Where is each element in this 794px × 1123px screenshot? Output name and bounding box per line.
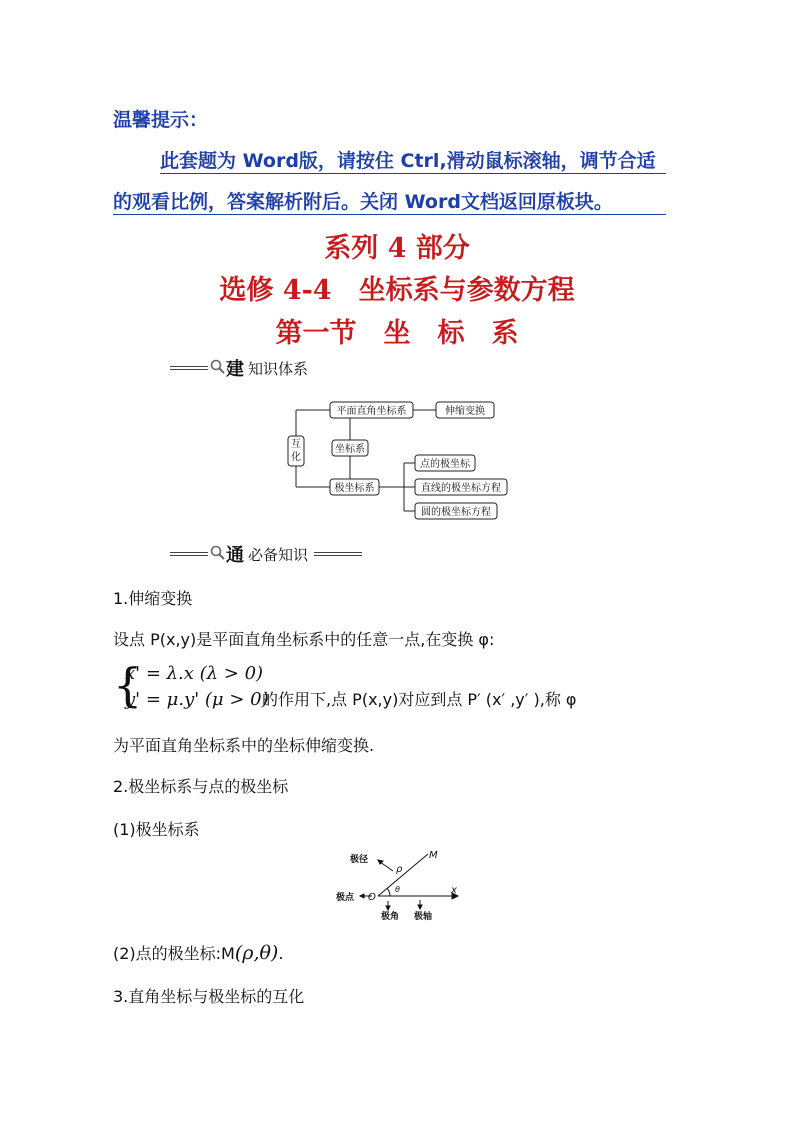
section-heading: 第一节 坐 标 系 (275, 318, 519, 349)
notice-title: 温馨提示： (113, 109, 209, 131)
item-1-end: 为平面直角坐标系中的坐标伸缩变换. (113, 736, 375, 755)
essential-header (170, 543, 370, 565)
label-x: x (451, 885, 457, 896)
item-2-title: 2.极坐标系与点的极坐标 (113, 777, 289, 796)
item-1-text: 设点 P(x,y)是平面直角坐标系中的任意一点,在变换 φ: (113, 630, 495, 649)
item-2-sub-1: (1)极坐标系 (113, 820, 200, 839)
header-rule (314, 552, 362, 556)
node-rect-coord: 平面直角坐标系 (336, 406, 407, 417)
header-rule (170, 366, 208, 370)
node-line-polar: 直线的极坐标方程 (421, 483, 501, 494)
item-1-after: 的作用下,点 P(x,y)对应到点 P′ (x′ ,y′ ),称 φ (262, 690, 577, 709)
knowledge-diagram (280, 396, 520, 526)
label-polar-axis: 极轴 (414, 912, 433, 922)
node-scaling: 伸缩变换 (445, 406, 485, 417)
node-point-polar: 点的极坐标 (420, 459, 470, 470)
notice-line-2: 的观看比例，答案解析附后。关闭 Word文档返回原板块。 (113, 187, 666, 215)
label-rho: ρ (396, 864, 403, 875)
label-M: M (429, 850, 438, 861)
item-2-sub-2-end: . (278, 944, 284, 963)
item-2-sub-2 (113, 941, 283, 964)
polar-figure (330, 842, 470, 924)
magnifier-icon (210, 545, 226, 561)
label-polar-angle: 极角 (381, 912, 400, 922)
label-O: O (368, 892, 376, 903)
item-2-sub-2-math: (ρ,θ) (234, 942, 279, 964)
equation-line-2: y' = μ.y' (μ > 0) (125, 689, 269, 710)
label-theta: θ (395, 885, 400, 894)
scaling-equations (113, 658, 273, 717)
knowledge-badge: 建 (226, 359, 244, 380)
knowledge-header (170, 357, 390, 379)
magnifier-icon (210, 359, 226, 375)
left-brace: { (113, 658, 143, 712)
knowledge-label: 知识体系 (248, 360, 309, 378)
label-pole: 极点 (336, 893, 355, 903)
notice-line-1: 此套题为 Word版，请按住 Ctrl,滑动鼠标滚轴，调节合适 (160, 146, 666, 174)
equation-line-1: x' = λ.x (λ > 0) (125, 663, 264, 684)
item-3-title: 3.直角坐标与极坐标的互化 (113, 987, 305, 1006)
node-coord-system: 坐标系 (335, 444, 365, 455)
item-2-sub-2-prefix: (2)点的极坐标:M (113, 944, 235, 963)
item-1-title: 1.伸缩变换 (113, 589, 193, 608)
node-polar-coord: 极坐标系 (334, 483, 375, 494)
label-polar-radius: 极径 (350, 855, 369, 865)
essential-label: 必备知识 (248, 546, 309, 564)
elective-heading: 选修 4-4 坐标系与参数方程 (219, 275, 575, 306)
header-rule (170, 552, 208, 556)
node-circle-polar: 圆的极坐标方程 (421, 507, 491, 518)
series-heading: 系列 4 部分 (324, 233, 470, 264)
essential-badge: 通 (226, 545, 244, 566)
node-mutual: 互化 (291, 439, 301, 463)
